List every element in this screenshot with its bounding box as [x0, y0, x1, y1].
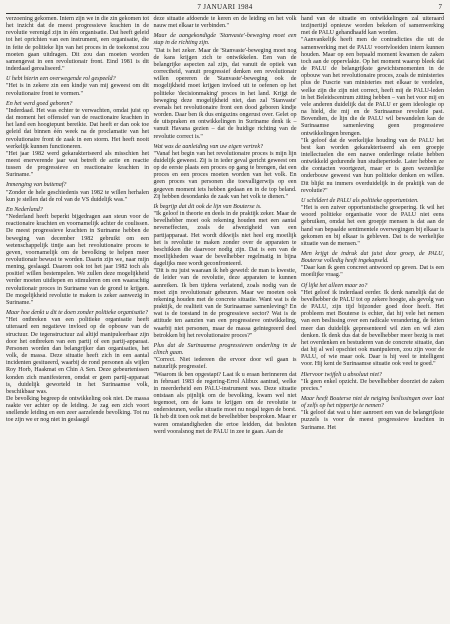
interview-answer: De bevolking begreep de ontwikkeling ook niet. De massa raakte ver achter op de leiding. Je zag een zich voort snellende leiding en een zeer aarzelende bevolking. Tot nu toe zijn we er nog niet in geslaagd [6, 395, 149, 424]
interview-answer: "Ik geloof dat de werkelijke houding van de PALU het best kan worden gekarakteriseerd als een groepje intellectuelen die een nauwe onderlinge relatie hebben ontwikkeld gedurende hun studieperiode. Later hebben ze die contacten voortgezet, maar er is geen wezenlijke onderbouw geweest van hun politieke denken en willen. Dit blijkt nu immers overduidelijk in de praktijk van de revolutie?" [301, 137, 444, 194]
interview-question: En het werd goed geboren? [6, 100, 73, 107]
page-number: 7 [438, 3, 442, 11]
interview-question: Of lijkt het alleen maar zo? [301, 282, 368, 289]
interview-answer: "Dat is het zeker. Maar de 'Stanvaste'-beweging moet nog de kans krijgen zich te ontwikkelen. Een van de belangrijke aspecten zal zijn, dat vanuit de optiek van correctheid, vanuit progressief denken een revolutionair willen opereren de 'Stanvaste'-beweging ook de mogelijkheid moet krijgen invloed uit te oefenen op het politieke 'decisionmaking' proces in het land. Krijgt de beweging deze mogelijkheid niet, dan zal 'Stanvaste' evenals het revolutionaire front een dood geboren kindje worden. Daar ben ik dus enigszins ongerust over. Gelet op de uitspraken en ontwikkelingen in Suriname denk ik – vanuit Havana gezien – dat de huidige richting van de revolutie correct is." [153, 47, 297, 140]
page-header [6, 3, 444, 12]
interview-answer: "Ik geloof dat wat u hier aanroert een van de belangrijkste puzzels is voor de meest progressieve krachten in Suriname. Het [301, 410, 444, 431]
interview-question: Wat was de aanleiding van uw eigen vertrek? [153, 143, 264, 150]
page-date: 7 JANUARI 1984 [197, 3, 253, 11]
interview-answer: "Vanaf het begin van het revolutionaire proces is mijn lijn duidelijk geweest. Zij is in ieder geval gericht geweest om op de eerste plaats een proces op gang te brengen, dat een proces en een proces moeten worden van het volk. En geen proces van personen die toevalligerwijs op een gegeven moment iets hebben gedaan en in de top beland. Zij hebben desondanks de zaak van het volk te dienen." [153, 150, 297, 200]
interview-answer: "Het jaar 1982 werd gekarakteriseerd als misschien het meest enerverende jaar wat betreft de actie en reactie tussen de progressieve en reactionaire krachten in Suriname." [6, 150, 149, 179]
interview-answer: "Correct. Niet iedereen die ervoor door wil gaan is natuurlijk progressief. [153, 357, 297, 371]
interview-question: Men krijgt de indruk dat juist deze groep, de PALU, Bouterse volledig heeft ingekapseld. [301, 251, 444, 265]
interview-answer: "Dit is nu juist waaraan ik heb geweid: de man is kwestie, de leider van de revolutie, deze apparaten te kunnen aanreiken. Ik ben tijdens verlatend, zoals nodig van de moet zijn revolutionair gebeuren. Maar we moeten ook rekening houden met de concrete situatie. Want wat is de praktijk, de realiteit van de Surinaamse samenleving? En wat is de toestand in de progressieve sector? Wat is de attitude ten aanzien van een progressieve ontwikkeling, waarbij niet personen, maar de massa geïntegreerd deel betrokken bij het revolutionaire proces?" [153, 268, 297, 339]
interview-answer: deze situatie afdoende te keren en de leiding en het volk nauw met elkaar te verbinden." [153, 16, 297, 30]
interview-answer: "Aanvankelijk heeft men de contradicties die uit de samenwerking met de PALU voortvloeiden intern kunnen houden. Maar op een bepaald moment kwamen de zaken toch aan de oppervlakte. Op het moment waarop bleek dat de PALU de belangrijkste gewichtsmomenten in de opbouw van het revolutionaire proces, zoals de ministeries plus de Fuscrie van ministeries met elkaar te verdelen, welke zijn die zijn niet correct, heeft mij de PALU-leden in het Beleidscentrum zitting hebben – van het voor mij en vele anderen duidelijk dat de PALU er geen ideologie op na hield, die mij en de Surinaamse revolutie past. Bovendien, de lijn die de PALU wil bewandelen kan de Surinaamse samenleving geen progressieve ontwikkelingen brengen. [301, 37, 444, 137]
header-rule [6, 13, 444, 14]
interview-answer: "Het ontbreken van een politieke organisatie heeft uiteraard een negatieve invloed op de opbouw van de structuur. De tegenstructuur zal altijd manipuleerbaar zijn door het ontbreken van een partij of een partij-apparaat. Personen worden dan belangrijker dan organisaties, het volk, de massa. Deze situatie heeft zich in een aantal incidenten gesitueerd, waarbij de rond personen als wijlen Roy Horb, Haakmat en Chin A Sen. Deze gebeurtenissen konden zich manifesteren, omdat er geen partij-apparaat is, duidelijk geworteld in het Surinaamse volk, beschikbaar was. [6, 317, 149, 395]
interview-question: Plus dat de Surinaamse progressieven onderling in de clinch gaan. [153, 342, 297, 357]
interview-answer: "Het geloof ik inderdaad eerder. Ik denk namelijk dat de bevelhebber de PALU tot op zekere hoogte, als gevolg van de PALU, zijn tijd bijzonder goed door heeft. Het probleem met Bouterse is echter, dat hij vele het nemen van een beslissing over een radicale verandering, de feiten meer dan duidelijk gepresenteerd wil zien en wil zien denken. Ik denk dus dat de bevelhebber meer bezig is met het overdenken en bestuderen van de concrete situatie, dan dat hij al wel opschiet ook manipuleren, zou zijn voor de PALU, of wie maar ook. Daar is hij veel te intelligent voor. Hij kent de Surinaamse situatie ook veel te goed." [301, 289, 444, 368]
interview-answer: "Nederland heeft beperkt bijgedragen aan steun voor de reactionaire krachten en voornamelijk achter de coulissen. De meest progressieve krachten in Suriname hebben de beweging van december 1982 gebruikt om een wetenschappelijk tintje aan het revolutionaire proces te geven, voornamelijk om de bevolking te helpen meer revolutionair bewust te worden. Daarin zijn we, naar mijn mening, geslaagd. Daarom ook tot het jaar 1982 toch als positief willen bestempelen. We zullen deze mogelijkheid verder moeten uitdiepen en stimuleren om een waarachtig revolutionair proces in Suriname van de grond te krijgen. De mogelijkheid revolutie te maken is zeker aanwezig in Suriname." [6, 214, 149, 306]
text-column-3 [301, 16, 444, 436]
interview-answer: "Inderdaad. Het was echter te verwachten, omdat juist op dat moment het offensief van de reactionaire krachten in het land een hoogtepunt bereikte. Dat heeft er dan ook toe geleid dat binnen één week na de proclamatie van het revolutionaire front de zaak in een storm. Het heeft nooit werkelijk kunnen functioneren. [6, 107, 149, 150]
interview-question: Hiervoor twijfelt u absoluut niet? [301, 371, 382, 378]
text-column-1 [6, 16, 149, 436]
interview-question: Maar heeft Bouterse niet de neiging beslissingen over laat of zelfs op het nippertje te nemen? [301, 395, 444, 410]
interview-answer: verzoening gekomen. Intern zijn we in die zin gekomen tot het inzicht dat de meest progressieve krachten in de revolutie verenigd zijn in één organisatie. Dat heeft geleid tot het oprichten van een instrument, een organisatie, die in feite de politieke lijn van het proces in de toekomst zou moeten gaan uitdragen. Dit zou dan moeten worden samengevat in een revolutionair front. Eind 1981 is dit inderdaad gerealiseerd." [6, 16, 149, 73]
interview-answer: "Het is een zuiver opportunistische groepering. Ik wil het woord politieke organisatie voor de PALU niet eens gebruiken, omdat het een groepje mensen is dat aan de hand van bepaalde sentimentele overwegingen bij elkaar is gekomen en bij elkaar is gebleven. Dat is de werkelijke situatie van de mensen." [301, 205, 444, 247]
interview-answer: "Het is in zekere zin een kindje van mij geweest om dit revolutionaire front te vormen." [6, 83, 149, 97]
text-column-2 [154, 16, 297, 436]
interview-answer: hand van de situatie en ontwikkelingen zal uiteraard tezijnertijd opnieuw worden bekeken of samenwerking met de PALU gehandhaafd kan worden. [301, 16, 444, 37]
interview-question: Maar de aangekondigde 'Stanvaste'-beweging moet een stap in de richting zijn. [153, 33, 297, 47]
interview-question: U schildert de PALU als politieke opportunisten. [301, 197, 419, 204]
interview-answer: "Zonder de hele geschiedenis van 1982 te willen herhalen kun je stellen dat de rol van de VS duidelijk was." [6, 189, 149, 203]
article-columns [6, 16, 444, 436]
interview-question: Ik begrijp dat dit ook de lijn van Bouterse is. [153, 203, 262, 210]
interview-question: Inmenging van buitenaf? [6, 182, 67, 189]
interview-question: Maar hoe denkt u dit te doen zonder politieke organisatie? [6, 310, 149, 317]
interview-question: U hebt hierin een overwegende rol gespeeld? [6, 76, 116, 83]
interview-answer: "Ik geloof in theorie en deels in de praktijk zeker. Maar de bevelhebber moet ook rekening houden met een aantal neveneffecten, zoals de afwezigheid van een partijapparaat. Het wordt dikwijls niet heel erg moeilijk het is revolutie te maken zonder over de apparaten te beschikken die daarvoor nodig zijn. Dat is een van de moeilijkheden waar de bevelhebber regelmatig in bijna dagelijks mee wordt geconfronteerd. [153, 211, 297, 268]
interview-question: En Nederland? [6, 206, 43, 213]
interview-answer: "Daar kan ik geen concreet antwoord op geven. Dat is een moeilijke vraag." [301, 265, 444, 279]
interview-answer: "Ik geen enkel opzicht. De bevelhebber doorziet de zaken precies." [301, 378, 444, 392]
interview-answer: "Waarom ik ben opgestapt? Laat ik u eraan herinneren dat in februari 1983 de regering-Errol Alibux aantrad, welke in meerderheid een PALU-instrument was. Deze situatie ontstaan als pijnlijk om de bevolking, kwam wel niet tegemoet, om de kans te krijgen om de revolutie te ondersteunen, welke situatie moet nu nogal tegen de borst. Ik heb dit toen ook met de bevelhebber besproken. Maar er waren omstandigheden die ertoe leidden, dat besloten werd vooralsnog met de PALU in zee te gaan. Aan de [153, 371, 297, 435]
